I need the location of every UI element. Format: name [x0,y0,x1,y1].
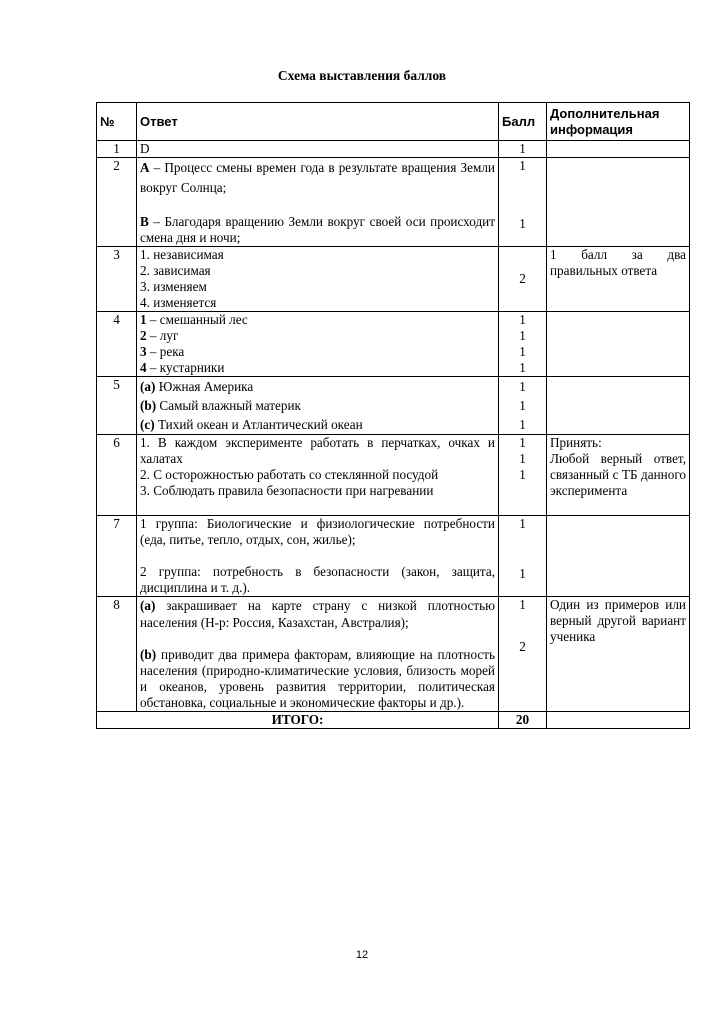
row-score [499,312,547,377]
answer-text: – луг [146,328,179,343]
row-num: 7 [97,516,137,597]
answer-key: (b) [140,398,157,413]
answer-line [140,328,495,344]
header-num: № [97,103,137,141]
row-score [499,141,547,158]
score-value: 1 [519,435,526,450]
row-info [547,435,690,516]
score-value: 1 [519,379,526,394]
page-title: Схема выставления баллов [277,68,447,83]
answer-text: – кустарники [146,360,225,375]
row-answer [137,312,499,377]
answer-text: закрашивает на карте страну с низкой плотностью населения (Н-р: Россия, Казахстан, Австралия); [140,598,495,630]
answer-line: 2. С осторожностью работать со стеклянной посудой [140,467,439,482]
row-info [547,312,690,377]
row-info [547,141,690,158]
spacer [140,499,495,515]
score-value: 1 [519,216,526,231]
total-row [97,712,690,729]
answer-line [140,396,495,415]
answer-line: 2. зависимая [140,263,211,278]
row-answer [137,158,499,247]
table-row [97,158,690,247]
answer-line: 2 группа: потребность в безопасности (закон, защита, дисциплина и т. д.). [140,564,495,595]
row-answer [137,247,499,312]
score-value: 2 [519,271,526,286]
table-row [97,597,690,712]
row-score [499,377,547,435]
table-row [97,435,690,516]
row-num: 3 [97,247,137,312]
row-answer [137,516,499,597]
answer-text: Южная Америка [155,379,254,394]
row-num: 6 [97,435,137,516]
score-value: 1 [519,398,526,413]
table-row [97,312,690,377]
answer-text: – смешанный лес [146,312,248,327]
row-answer [137,435,499,516]
row-answer [137,597,499,712]
row-info [547,158,690,247]
answer-key: (a) [140,598,156,613]
score-value: 1 [519,467,526,482]
header-row [97,103,690,141]
total-value: 20 [499,712,547,729]
table-row [97,516,690,597]
answer-text: Тихий океан и Атлантический океан [154,417,363,432]
row-answer [137,141,499,158]
answer-line: 1. В каждом эксперименте работать в перчатках, очках и халатах [140,435,495,466]
score-value: 1 [519,516,526,531]
answer-key: 4 [140,360,147,375]
answer-text: – Благодаря вращению Земли вокруг своей оси происходит смена дня и ночи; [140,214,495,245]
row-num: 4 [97,312,137,377]
row-num: 2 [97,158,137,247]
row-score [499,247,547,312]
info-title: Принять: [550,435,602,450]
score-value: 1 [519,312,526,327]
header-score: Балл [499,103,547,141]
spacer [140,631,495,647]
score-value: 1 [519,566,526,581]
row-info: 1 балл за два правильных ответа [547,247,690,312]
answer-text: приводит два примера факторам, влияющие на плотность населения (природно-климатические условия, близость морей и океанов, уровень развития территории, политическая обстановка, социальные и экономические факторы и др.). [140,647,495,710]
answer-text: Самый влажный материк [156,398,301,413]
row-info [547,516,690,597]
table-row [97,377,690,435]
answer-key: A [140,160,150,175]
answer-key: (c) [140,417,155,432]
answer-text: – Процесс смены времен года в результате вращения Земли вокруг Солнца; [140,160,495,195]
page-number: 12 [355,949,369,961]
row-score [499,158,547,247]
row-num: 8 [97,597,137,712]
answer-line [140,597,495,631]
answer-key: 1 [140,312,147,327]
row-num: 1 [97,141,137,158]
answer-line: 3. изменяем [140,279,207,294]
header-answer: Ответ [137,103,499,141]
row-score [499,516,547,597]
score-value: 1 [519,328,526,343]
answer-line: D [140,141,150,156]
answer-line: 1. независимая [140,247,224,262]
row-info: Один из примеров или верный другой вариант ученика [547,597,690,712]
score-value: 1 [519,141,526,156]
row-answer [137,377,499,435]
spacer [140,548,495,564]
scoring-table [96,102,690,729]
score-value: 2 [519,639,526,654]
answer-line: 4. изменяется [140,295,217,310]
spacer [140,198,495,214]
header-info: Дополнительная информация [547,103,690,141]
answer-line [140,344,495,360]
score-value: 1 [519,597,526,612]
total-info [547,712,690,729]
row-score [499,435,547,516]
answer-line [140,415,495,434]
score-value: 1 [519,344,526,359]
answer-key: 3 [140,344,147,359]
table-row [97,141,690,158]
answer-line: 3. Соблюдать правила безопасности при нагревании [140,483,434,498]
answer-line [140,647,495,711]
total-label: ИТОГО: [97,712,499,729]
answer-key: (b) [140,647,157,662]
answer-text: – река [146,344,185,359]
answer-line [140,360,495,376]
row-info [547,377,690,435]
answer-key: (a) [140,379,156,394]
score-value: 1 [519,360,526,375]
answer-line [140,312,495,328]
answer-line [140,377,495,396]
row-num: 5 [97,377,137,435]
table-row [97,247,690,312]
score-value: 1 [519,451,526,466]
score-value: 1 [519,158,526,173]
answer-key: 2 [140,328,147,343]
row-score [499,597,547,712]
score-value: 1 [519,417,526,432]
answer-line [140,158,495,198]
answer-key: B [140,214,149,229]
info-text: Любой верный ответ, связанный с ТБ данного эксперимента [550,451,686,498]
answer-line: 1 группа: Биологические и физиологические потребности (еда, питье, тепло, отдых, сон, жилье); [140,516,495,547]
answer-line [140,214,495,246]
